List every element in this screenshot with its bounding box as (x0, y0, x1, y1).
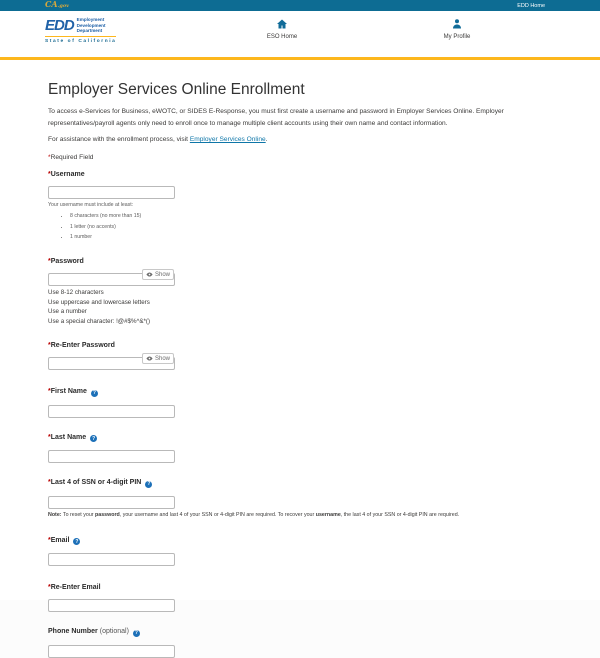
help-icon[interactable]: ? (92, 435, 96, 442)
note-segment: Note: (48, 511, 62, 518)
first-name-label-text: First Name (50, 388, 87, 395)
nav-my-profile-label: My Profile (443, 34, 471, 40)
edd-acronym: EDD (45, 16, 74, 34)
username-group (48, 171, 555, 240)
reenter-email-label (48, 584, 555, 591)
reenter-email-label-text: Re-Enter Email (50, 584, 101, 591)
assistance-prefix: For assistance with the enrollment process, visit (48, 136, 190, 143)
edd-home-link[interactable]: EDD Home (517, 2, 545, 9)
last-name-label-text: Last Name (50, 433, 87, 441)
password-field-wrap (48, 268, 175, 286)
ca-gov-text: CA (45, 0, 58, 9)
note-segment: To reset your (61, 511, 96, 518)
ssn-pin-input[interactable] (48, 496, 175, 509)
required-field-note (48, 154, 555, 161)
note-segment: , your username and last 4 of your SSN or 4-digit PIN are required. To recover your (119, 511, 316, 518)
username-rules (48, 213, 555, 240)
last-name-group (48, 434, 555, 464)
required-asterisk: * (48, 536, 51, 544)
edd-logo-top (45, 17, 116, 34)
password-rule: Use 8-12 characters (48, 289, 104, 296)
page-title: Employer Services Online Enrollment (48, 81, 305, 98)
password-label-text: Password (50, 258, 84, 265)
reenter-password-show-button[interactable] (142, 353, 174, 364)
intro-text: To access e-Services for Business, eWOTC, or SIDES E-Response, you must first create a username and password in Employer Services Online. Employer representatives/payroll agents only need to enroll once to manage multiple client accounts using their own name and contact information. (48, 108, 504, 127)
username-label (48, 171, 555, 178)
phone-input[interactable] (48, 645, 175, 658)
username-rule: • 1 number (70, 234, 555, 240)
required-asterisk: * (48, 479, 51, 486)
required-asterisk: * (48, 154, 51, 161)
note-segment: username (315, 511, 341, 518)
username-rule: • 1 letter (no accents) (70, 224, 555, 230)
reenter-password-label (48, 342, 555, 349)
username-input[interactable] (48, 186, 175, 199)
email-group (48, 537, 555, 567)
password-label (48, 258, 555, 265)
reenter-password-group (48, 342, 555, 370)
required-asterisk: * (48, 342, 51, 349)
password-rule: Use a special character: !@#$%^&*() (48, 317, 151, 325)
password-rule: Use a number (48, 308, 87, 315)
reenter-email-input[interactable] (48, 599, 175, 612)
required-asterisk: * (48, 584, 51, 591)
nav-eso-home-label: ESO Home (266, 34, 298, 40)
ssn-pin-label (48, 479, 555, 488)
enrollment-form (0, 60, 600, 636)
nav-my-profile[interactable] (422, 18, 492, 40)
email-input[interactable] (48, 553, 175, 566)
ssn-pin-label-text: Last 4 of SSN or 4-digit PIN (50, 479, 142, 486)
nav-eso-home[interactable] (247, 18, 317, 40)
note-segment: password (95, 511, 120, 518)
password-show-button[interactable] (142, 269, 174, 280)
phone-group (48, 628, 555, 658)
help-icon[interactable]: ? (134, 630, 138, 636)
password-rule: Use uppercase and lowercase letters (48, 298, 150, 306)
employer-services-online-link[interactable]: Employer Services Online (189, 136, 266, 143)
password-rules (48, 288, 555, 326)
first-name-label (48, 388, 555, 397)
edd-department-line: Department (76, 28, 103, 34)
username-rule: • 8 characters (no more than 15) (70, 213, 555, 219)
eye-icon (146, 272, 153, 277)
ssn-pin-group (48, 479, 555, 519)
last-name-label (48, 434, 555, 443)
help-icon[interactable]: ? (75, 538, 79, 545)
first-name-group (48, 388, 555, 418)
help-icon[interactable]: ? (92, 390, 96, 396)
email-label (48, 537, 555, 546)
edd-tagline: State of California (45, 36, 116, 44)
ssn-pin-note (48, 512, 555, 519)
phone-label (48, 628, 555, 637)
required-field-label: Required Field (50, 154, 94, 161)
required-asterisk: * (48, 388, 51, 395)
edd-department-line: Development (76, 22, 106, 28)
password-group (48, 258, 555, 326)
top-utility-bar (0, 0, 600, 11)
required-asterisk: * (48, 258, 51, 265)
email-label-text: Email (50, 536, 70, 544)
eye-icon (146, 356, 153, 361)
assistance-text (48, 134, 555, 146)
ca-gov-suffix: .gov (57, 3, 70, 9)
note-segment: , the last 4 of your SSN or 4-digit PIN are required. (340, 511, 460, 518)
help-icon[interactable]: ? (147, 481, 151, 487)
reenter-email-group (48, 584, 555, 612)
last-name-input[interactable] (48, 450, 175, 463)
reenter-password-field-wrap (48, 352, 175, 370)
edd-department-line: Employment (76, 17, 105, 22)
edd-department-lines (77, 17, 106, 34)
username-hint: Your username must include at least: (48, 202, 134, 208)
assistance-suffix: . (265, 136, 268, 143)
phone-label-text: Phone Number (48, 628, 98, 635)
reenter-password-show-label: Show (154, 355, 170, 362)
edd-logo[interactable] (45, 17, 116, 44)
required-asterisk: * (48, 171, 51, 178)
person-icon (451, 18, 463, 30)
reenter-password-label-text: Re-Enter Password (50, 342, 115, 349)
password-show-label: Show (154, 271, 170, 278)
phone-optional-text: (optional) (99, 628, 129, 635)
home-icon (276, 18, 288, 30)
username-label-text: Username (50, 171, 85, 178)
site-header (0, 11, 600, 57)
first-name-input[interactable] (48, 405, 175, 418)
required-asterisk: * (48, 433, 51, 441)
